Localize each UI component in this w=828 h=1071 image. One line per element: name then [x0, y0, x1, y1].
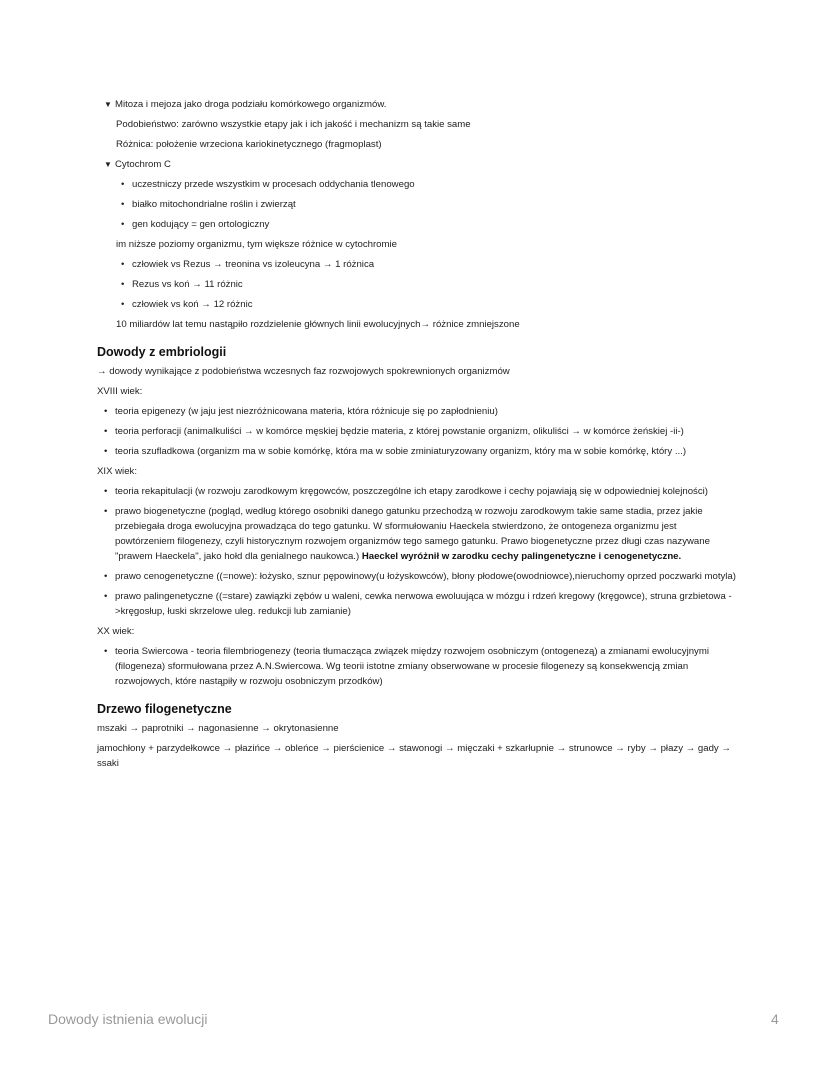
list-item: • człowiek vs koń → 12 różnic [121, 299, 253, 310]
century-label: XX wiek: [97, 626, 135, 637]
page-number: 4 [771, 1011, 779, 1027]
bullet-icon: • [104, 571, 108, 582]
list-item: • teoria epigenezy (w jaju jest niezróżnicowana materia, która różnicuje się po zapłodnieniu) [104, 406, 498, 417]
list-item: • uczestniczy przede wszystkim w procesach oddychania tlenowego [121, 179, 415, 190]
bullet-icon: • [121, 179, 125, 190]
text-line: Podobieństwo: zarówno wszystkie etapy jak i ich jakość i mechanizm są takie same [116, 119, 471, 130]
section-heading-drzewo: Drzewo filogenetyczne [97, 702, 232, 716]
bullet-icon: • [121, 299, 125, 310]
list-item: • prawo cenogenetyczne ((=nowe): łożysko, sznur pępowinowy(u łożyskowców), błony płodowe(owodniowce),nieruchomy oprzed poczwarki motyla) [104, 571, 736, 582]
text-line: 10 miliardów lat temu nastąpiło rozdzielenie głównych linii ewolucyjnych→ różnice zmniejszone [116, 319, 520, 330]
toggle-cytochrom[interactable] [97, 157, 737, 172]
bullet-icon: • [104, 646, 108, 657]
bullet-icon: • [104, 506, 108, 517]
toggle-triangle-icon[interactable]: ▼ [104, 100, 112, 109]
section-heading-embriologia: Dowody z embriologii [97, 345, 227, 359]
text-line: → dowody wynikające z podobieństwa wczesnych faz rozwojowych spokrewnionych organizmów [97, 366, 510, 377]
list-item: • człowiek vs Rezus → treonina vs izoleucyna → 1 różnica [121, 259, 375, 270]
bullet-icon: • [121, 199, 125, 210]
list-item: • teoria perforacji (animalkuliści → w komórce męskiej będzie materia, z której powstanie organizm, olikuliści → w komórce żeńskiej -ii-) [104, 426, 684, 437]
text-line: jamochłony + parzydełkowce → płazińce → obleńce → pierścienice → stawonogi → mięczaki + szkarłupnie → strunowce → ryby → płazy → gady → ssaki [97, 743, 731, 769]
list-item: • teoria rekapitulacji (w rozwoju zarodkowym kręgowców, poszczególne ich etapy zarodkowe i cechy pojawiają się w odpowiedniej kolejności) [104, 486, 708, 497]
list-item: • Rezus vs koń → 11 różnic [121, 279, 243, 290]
bullet-icon: • [104, 446, 108, 457]
list-item: • białko mitochondrialne roślin i zwierząt [121, 199, 296, 210]
bullet-icon: • [104, 486, 108, 497]
toggle-title: Mitoza i mejoza jako droga podziału komórkowego organizmów. [115, 99, 387, 110]
century-label: XVIII wiek: [97, 386, 143, 397]
bullet-icon: • [104, 591, 108, 602]
bullet-icon: • [104, 406, 108, 417]
bullet-icon: • [121, 279, 125, 290]
list-item: • teoria szufladkowa (organizm ma w sobie komórkę, która ma w sobie zminiaturyzowany organizm, który ma w sobie komórkę, który ...) [104, 446, 687, 457]
century-label: XIX wiek: [97, 466, 137, 477]
toggle-title: Cytochrom C [115, 159, 171, 170]
text-line: Różnica: położenie wrzeciona kariokinetycznego (fragmoplast) [116, 139, 382, 150]
footer-title: Dowody istnienia ewolucji [48, 1011, 208, 1027]
bold-statement: Haeckel wyróżnił w zarodku cechy palingenetyczne i cenogenetyczne. [361, 551, 682, 562]
document-content [97, 97, 737, 776]
list-item: • gen kodujący = gen ortologiczny [121, 219, 270, 230]
list-item: • prawo palingenetyczne ((=stare) zawiązki zębów u waleni, cewka nerwowa ewoluująca w mózgu i rdzeń kregowy (kręgowce), struna grzbietowa ->kręgosłup, łuski skrzelowe uleg. redukcji lub zamianie) [104, 591, 732, 617]
list-item: • prawo biogenetyczne (pogląd, według którego osobniki danego gatunku przechodzą w rozwoju zarodkowym takie same stadia, przez jakie przebiegała droga ewolucyjna prowadząca do tego gatunku. W sformułowaniu Haeckela stwierdzono, że ontogeneza organizmu jest powtórzeniem filogenezy, czyli historycznym rozwojem organizmów tego samego gatunku. Prawo biogenetyczne przez długi czas nazywane "prawem Haeckela", jako hołd dla genialnego naukowca.) Haeckel wyróżnił w zarodku cechy palingenetyczne i cenogenetyczne. [104, 506, 710, 562]
toggle-triangle-icon[interactable]: ▼ [104, 160, 112, 169]
text-line: im niższe poziomy organizmu, tym większe różnice w cytochromie [116, 239, 397, 250]
bullet-icon: • [121, 219, 125, 230]
bullet-icon: • [104, 426, 108, 437]
text-line: mszaki → paprotniki → nagonasienne → okrytonasienne [97, 723, 339, 734]
toggle-mitoza[interactable] [97, 97, 737, 112]
list-item: • teoria Swiercowa - teoria filembriogenezy (teoria tłumacząca związek między rozwojem osobniczym (ontogenezą) a zmianami ewolucyjnymi (filogeneza) sformułowana przez A.N.Swiercowa. Wg teorii istotne zmiany obserwowane w procesie filogenezy są konsekwencją zmian rozwojowych, które nastąpiły w rozwoju osobniczym przodków) [104, 646, 709, 687]
bullet-icon: • [121, 259, 125, 270]
